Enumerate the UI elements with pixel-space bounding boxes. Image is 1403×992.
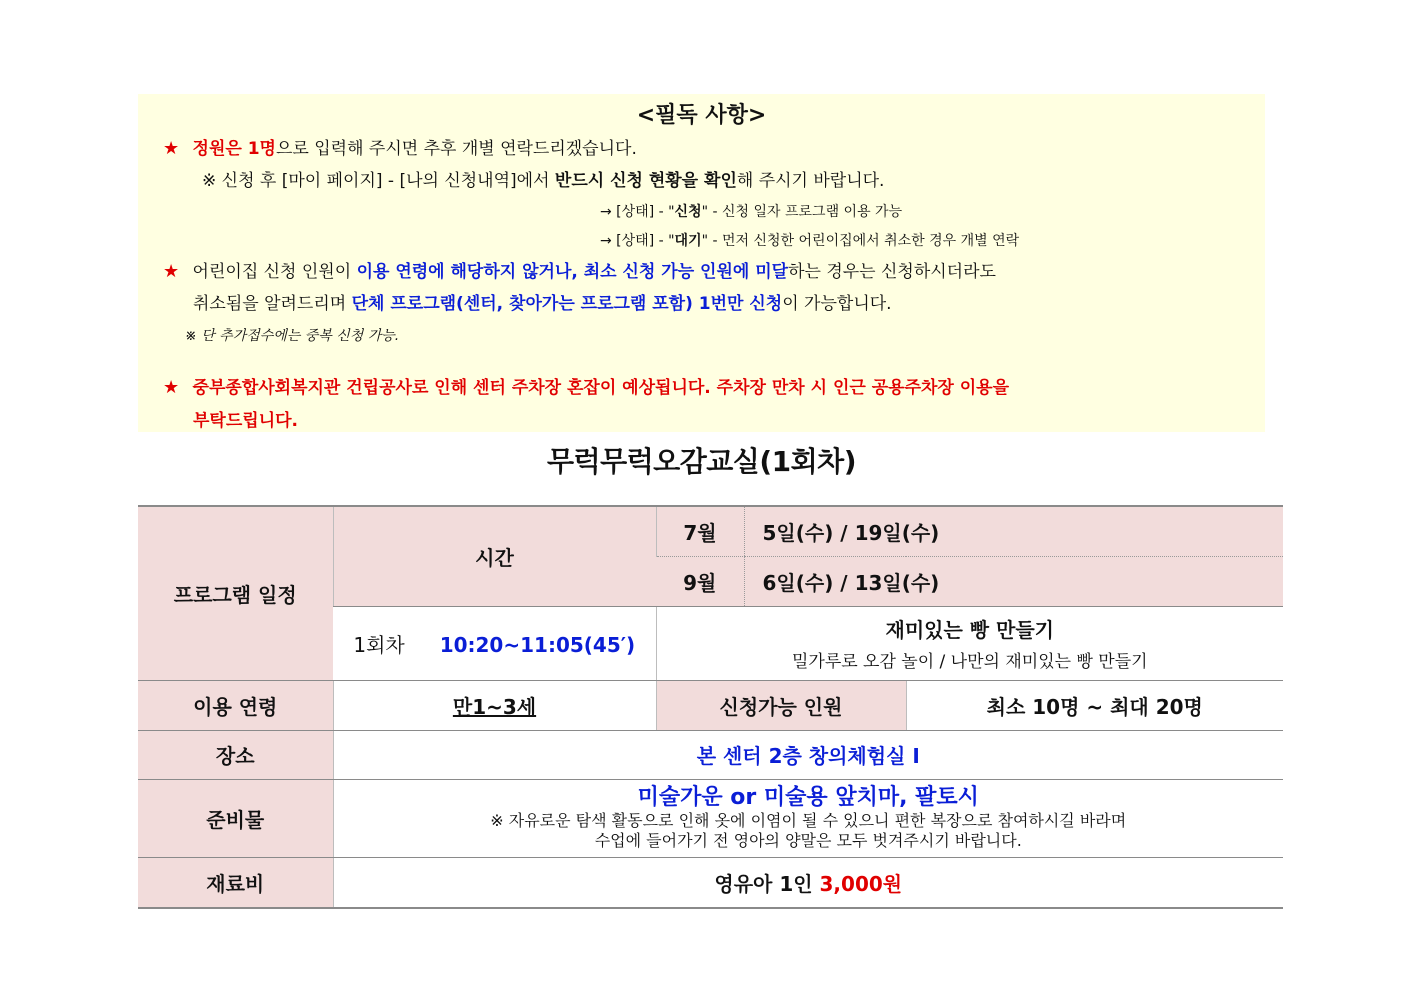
session-cell <box>333 606 656 680</box>
notice-title: <필독 사항> <box>636 103 767 128</box>
place-value: 본 센터 2층 창의체험실 I <box>333 730 1283 779</box>
supplies-note-2: 수업에 들어가기 전 영아의 양말은 모두 벗겨주시기 바랍니다. <box>594 831 1022 850</box>
dates-sept: 6일(수) / 13일(수) <box>744 556 1283 606</box>
notice-line-7: ※ 단 추가접수에는 중복 신청 가능. <box>185 328 400 344</box>
session-label: 1회차 <box>353 632 405 657</box>
notice-line-2: ※ 신청 후 [마이 페이지] - [나의 신청내역]에서 반드시 신청 현황을 확인해 주시기 바랍니다. <box>202 171 885 191</box>
notice-line-4: → [상태] - "대기" - 먼저 신청한 어린이집에서 취소한 경우 개별 연락 <box>600 233 1020 249</box>
place-label: 장소 <box>138 730 333 779</box>
notice-line-9: 부탁드립니다. <box>193 411 298 431</box>
capacity-label: 신청가능 인원 <box>656 680 906 730</box>
activity-cell <box>656 606 1283 680</box>
activity-title: 재미있는 빵 만들기 <box>885 618 1054 642</box>
supplies-note-1: ※ 자유로운 탐색 활동으로 인해 옷에 이염이 될 수 있으니 편한 복장으로 참여하시길 바라며 <box>490 811 1127 830</box>
age-value: 만1~3세 <box>333 680 656 730</box>
fee-prefix: 영유아 1인 <box>714 871 820 896</box>
dates-july: 5일(수) / 19일(수) <box>744 506 1283 556</box>
capacity-value: 최소 10명 ~ 최대 20명 <box>906 680 1283 730</box>
program-title: 무럭무럭오감교실(1회차) <box>546 445 857 478</box>
notice-line-6: 취소됨을 알려드리며 단체 프로그램(센터, 찾아가는 프로그램 포함) 1번만 신청이 가능합니다. <box>193 294 892 314</box>
star-icon: ★ <box>163 138 180 159</box>
fee-cell <box>333 857 1283 908</box>
month-july: 7월 <box>656 506 744 556</box>
age-label: 이용 연령 <box>138 680 333 730</box>
activity-desc: 밀가루로 오감 놀이 / 나만의 재미있는 빵 만들기 <box>791 652 1148 672</box>
notice-line-5: ★ 어린이집 신청 인원이 이용 연령에 해당하지 않거나, 최소 신청 가능 인원에 미달하는 경우는 신청하시더라도 <box>163 261 996 282</box>
notice-line-8: ★ 중부종합사회복지관 건립공사로 인해 센터 주차장 혼잡이 예상됩니다. 주차장 만차 시 인근 공용주차장 이용을 <box>163 377 1010 398</box>
supplies-value: 미술가운 or 미술용 앞치마, 팔토시 <box>637 785 979 810</box>
time-label: 시간 <box>333 506 656 606</box>
session-time: 10:20~11:05(45′) <box>439 632 636 657</box>
month-sept: 9월 <box>656 556 744 606</box>
schedule-label: 프로그램 일정 <box>138 506 333 680</box>
program-info-table <box>138 505 1283 909</box>
star-icon: ★ <box>163 377 180 398</box>
notice-line-1: ★ 정원은 1명으로 입력해 주시면 추후 개별 연락드리겠습니다. <box>163 138 637 159</box>
notice-box <box>138 94 1265 432</box>
supplies-cell <box>333 779 1283 857</box>
supplies-label: 준비물 <box>138 779 333 857</box>
notice-line-3: → [상태] - "신청" - 신청 일자 프로그램 이용 가능 <box>600 204 903 220</box>
fee-amount: 3,000원 <box>819 871 903 896</box>
fee-label: 재료비 <box>138 857 333 908</box>
star-icon: ★ <box>163 261 180 282</box>
